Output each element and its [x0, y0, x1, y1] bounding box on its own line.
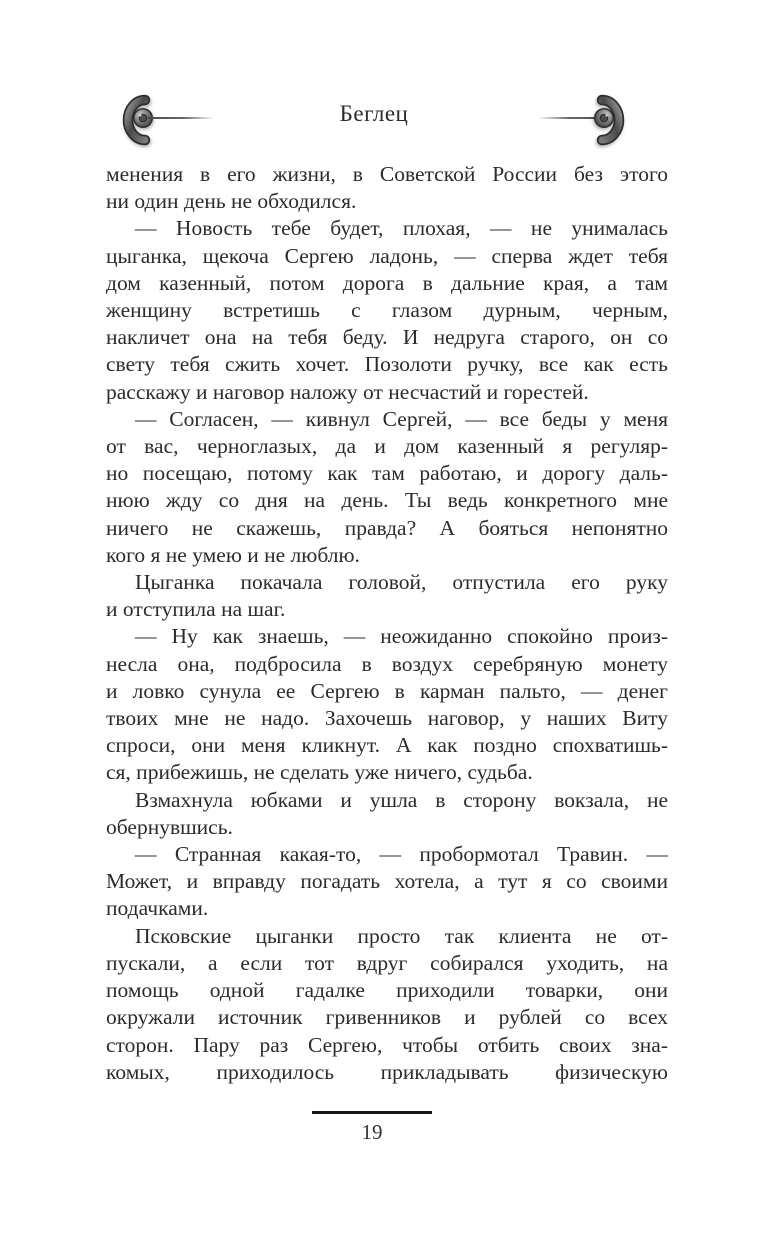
text-line: несла она, подбросила в воздух серебряную монету — [106, 651, 668, 676]
text-line: спроси, они меня кликнут. А как поздно спохватишь- — [106, 733, 668, 758]
text-line: дом казенный, потом дорога в дальние края, а там — [106, 270, 668, 295]
text-line: помощь одной гадалке приходили товарки, они — [106, 978, 668, 1003]
text-line: Цыганка покачала головой, отпустила его руку — [135, 570, 668, 595]
text-line: Может, и вправду погадать хотела, а тут я со своими — [106, 869, 668, 894]
right-curl-ornament-icon — [588, 91, 634, 149]
text-line: Псковские цыганки просто так клиента не от- — [135, 923, 668, 948]
text-line: от вас, черноглазых, да и дом казенный я регуляр- — [106, 434, 668, 459]
text-line: Взмахнула юбками и ушла в сторону вокзала, не — [135, 787, 668, 812]
text-line: нюю жду со дня на день. Ты ведь конкретного мне — [106, 488, 668, 513]
running-title: Беглец — [339, 101, 409, 126]
text-line: — Новость тебе будет, плохая, — не унималась — [135, 216, 668, 241]
text-line: твоих мне не надо. Захочешь наговор, у наших Виту — [106, 706, 668, 731]
text-line: ся, прибежишь, не сделать уже ничего, судьба. — [106, 760, 533, 785]
text-line: пускали, а если тот вдруг собирался уходить, на — [106, 950, 668, 975]
text-line: — Странная какая-то, — пробормотал Травин. — — [135, 842, 668, 867]
text-line: кого я не умею и не люблю. — [106, 542, 360, 567]
text-line: накличет она на тебя беду. И недруга старого, он со — [106, 325, 668, 350]
text-line: — Ну как знаешь, — неожиданно спокойно произ- — [135, 624, 668, 649]
text-line: и отступила на шаг. — [106, 597, 286, 622]
text-line: женщину встретишь с глазом дурным, черным, — [106, 298, 668, 323]
body-text — [106, 161, 668, 1086]
text-line: цыганка, щекоча Сергею ладонь, — сперва ждет тебя — [106, 243, 668, 268]
page-number: 19 — [361, 1120, 383, 1144]
text-line: и ловко сунула ее Сергею в карман пальто, — денег — [106, 678, 668, 703]
text-line: — Согласен, — кивнул Сергей, — все беды у меня — [135, 406, 668, 431]
text-line: окружали источник гривенников и рублей со всех — [106, 1005, 668, 1030]
text-line: обернувшись. — [106, 814, 233, 839]
left-curl-ornament-icon — [113, 91, 159, 149]
text-line: сторон. Пару раз Сергею, чтобы отбить своих зна- — [106, 1032, 668, 1057]
footer-rule — [312, 1111, 432, 1114]
text-line: свету тебя сжить хочет. Позолоти ручку, все как есть — [106, 352, 668, 377]
text-line: ни один день не обходился. — [106, 189, 357, 214]
left-header-line — [148, 117, 214, 119]
text-line: но посещаю, потому как там работаю, и дорогу даль- — [106, 461, 668, 486]
text-line: ничего не скажешь, правда? А бояться непонятно — [106, 515, 668, 540]
text-line: менения в его жизни, в Советской России без этого — [106, 162, 668, 186]
text-line: расскажу и наговор наложу от несчастий и горестей. — [106, 379, 589, 404]
text-line: подачками. — [106, 896, 209, 921]
text-line: комых, приходилось прикладывать физическую — [106, 1059, 668, 1084]
